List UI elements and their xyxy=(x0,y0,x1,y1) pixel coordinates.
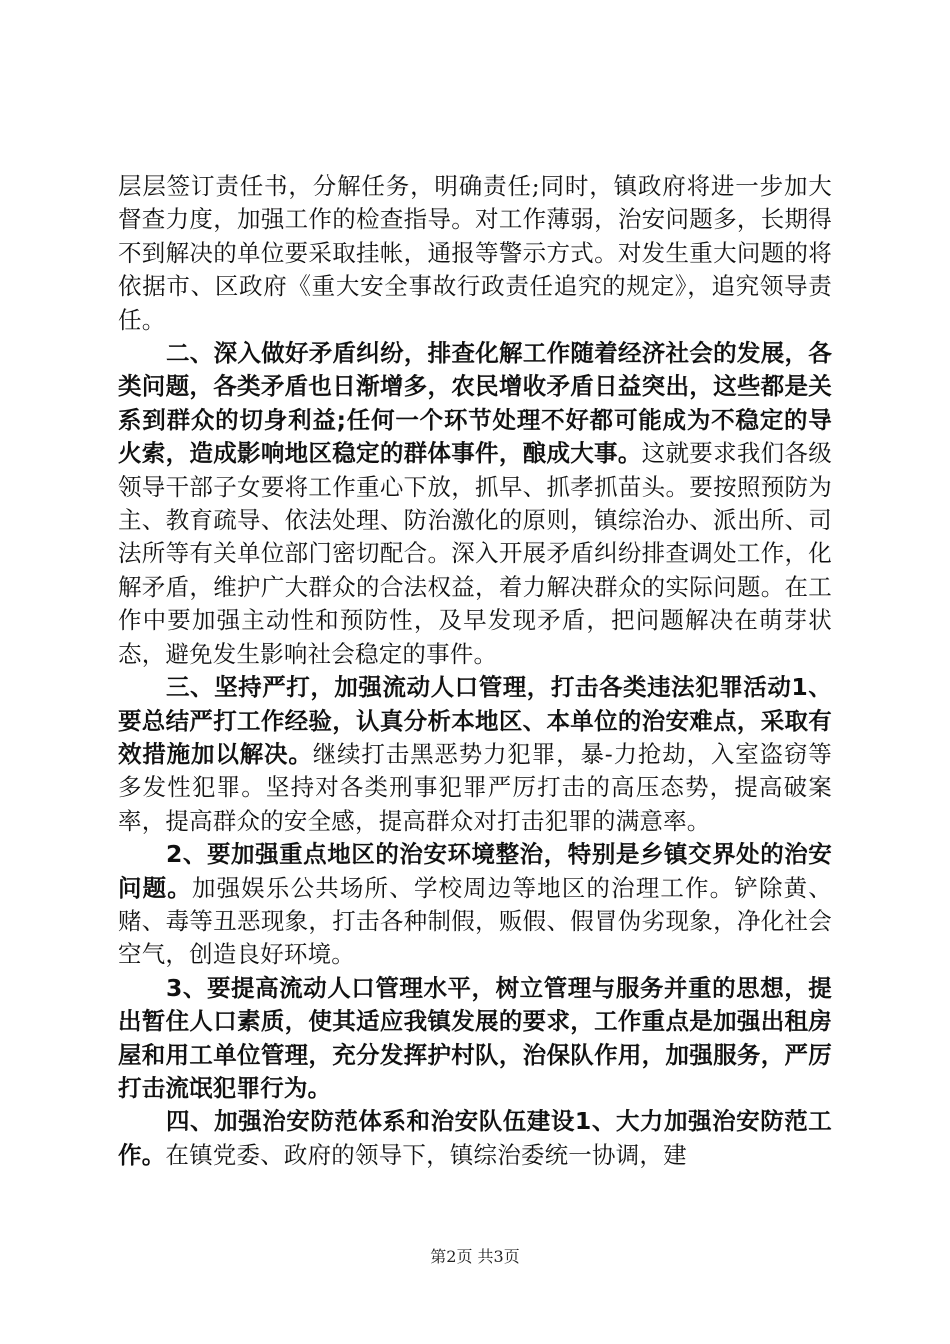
paragraph-3 xyxy=(118,671,832,838)
paragraph-5-lead: 3、要提高流动人口管理水平，树立管理与服务并重的思想，提出暂住人口素质，使其适应我镇发展的要求，工作重点是加强出租房屋和用工单位管理，充分发挥护村队，治保队作用，加强服务，严厉打击流氓犯罪行为。 xyxy=(118,973,832,1102)
paragraph-6 xyxy=(118,1105,832,1172)
paragraph-4 xyxy=(118,838,832,972)
paragraph-6-lead: 四、加强治安防范体系和治安队伍建设1、大力加强治安防范工作。 xyxy=(118,1107,832,1169)
paragraph-6-text: 在镇党委、政府的领导下，镇综治委统一协调，建 xyxy=(165,1140,687,1169)
paragraph-2-text: 这就要求我们各级领导干部子女要将工作重心下放，抓早、抓孝抓苗头。要按照预防为主、教育疏导、依法处理、防治激化的原则，镇综治办、派出所、司法所等有关单位部门密切配合。深入开展矛盾纠纷排查调处工作，化解矛盾，维护广大群众的合法权益，着力解决群众的实际问题。在工作中要加强主动性和预防性，及早发现矛盾，把问题解决在萌芽状态，避免发生影响社会稳定的事件。 xyxy=(118,439,832,668)
paragraph-5 xyxy=(118,972,832,1106)
paragraph-1 xyxy=(118,170,832,337)
page-number-footer: 第2页 共3页 xyxy=(430,1247,520,1266)
document-body xyxy=(118,170,832,1172)
paragraph-3-lead: 三、坚持严打，加强流动人口管理，打击各类违法犯罪活动1、要总结严打工作经验，认真分析本地区、本单位的治安难点，采取有效措施加以解决。 xyxy=(118,673,832,768)
paragraph-1-text: 层层签订责任书，分解任务，明确责任;同时，镇政府将进一步加大督查力度，加强工作的检查指导。对工作薄弱，治安问题多，长期得不到解决的单位要采取挂帐，通报等警示方式。对发生重大问题的将依据市、区政府《重大安全事故行政责任追究的规定》，追究领导责任。 xyxy=(118,172,832,334)
paragraph-4-lead: 2、要加强重点地区的治安环境整治，特别是乡镇交界处的治安问题。 xyxy=(118,840,832,902)
paragraph-3-text: 继续打击黑恶势力犯罪，暴-力抢劫，入室盗窃等多发性犯罪。坚持对各类刑事犯罪严厉打击的高压态势，提高破案率，提高群众的安全感，提高群众对打击犯罪的满意率。 xyxy=(118,739,832,835)
paragraph-4-text: 加强娱乐公共场所、学校周边等地区的治理工作。铲除黄、赌、毒等丑恶现象，打击各种制假，贩假、假冒伪劣现象，净化社会空气，创造良好环境。 xyxy=(118,873,832,969)
paragraph-2-lead: 二、深入做好矛盾纠纷，排查化解工作随着经济社会的发展，各类问题，各类矛盾也日渐增多，农民增收矛盾日益突出，这些都是关系到群众的切身利益;任何一个环节处理不好都可能成为不稳定的导火索，造成影响地区稳定的群体事件，酿成大事。 xyxy=(118,339,832,468)
paragraph-2 xyxy=(118,337,832,671)
